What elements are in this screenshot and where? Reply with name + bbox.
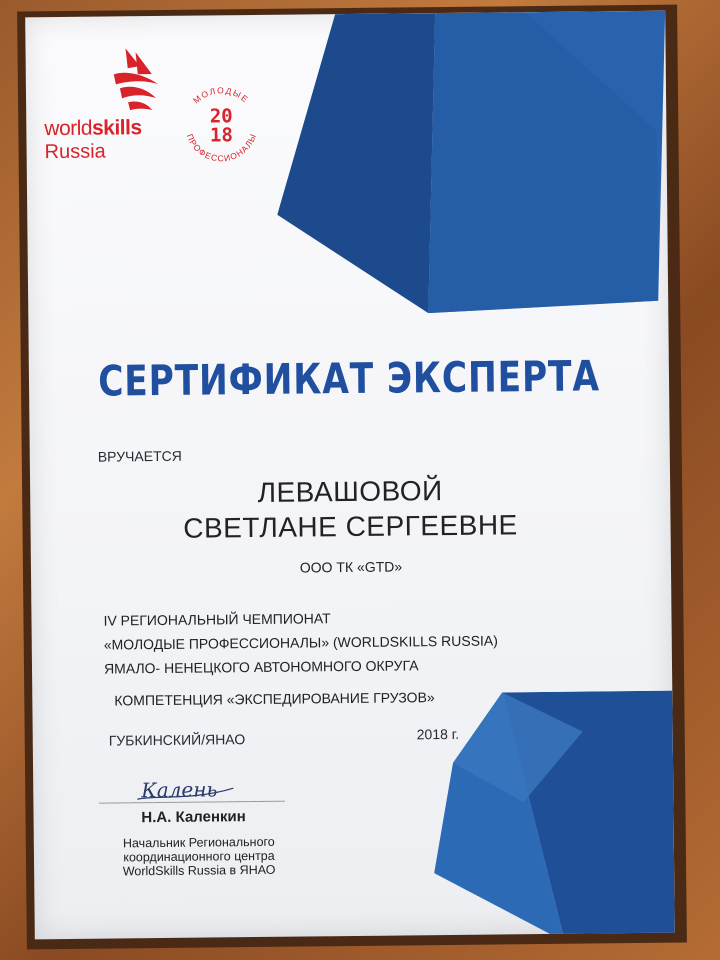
competence-line: КОМПЕТЕНЦИЯ «ЭКСПЕДИРОВАНИЕ ГРУЗОВ» [114,689,435,709]
signer-position-line-2: координационного центра [123,848,275,865]
worldskills-flame-icon [105,44,166,117]
seal-ring-bottom-text: ПРОФЕССИОНАЛЫ [184,131,259,164]
issue-year: 2018 г. [416,725,460,743]
recipient-organization: ООО ТК «GTD» [299,558,403,576]
signer-position [104,835,294,879]
top-cube-graphic [275,11,668,315]
signer-name: Н.А. Каленкин [141,808,246,827]
signer-position-line-1: Начальник Регионального [122,834,275,851]
young-professionals-2018-seal [171,75,272,176]
certificate-sheet [25,11,675,940]
handwritten-signature [133,770,243,805]
recipient-given-names: СВЕТЛАНЕ СЕРГЕЕВНЕ [183,509,518,544]
certificate-title: СЕРТИФИКАТ ЭКСПЕРТА [97,351,601,406]
worldskills-region-label: Russia [44,140,106,164]
svg-text:МОЛОДЫЕ [191,85,251,106]
recipient-surname: ЛЕВАШОВОЙ [257,475,443,508]
championship-line-3: ЯМАЛО- НЕНЕЦКОГО АВТОНОМНОГО ОКРУГА [103,657,419,677]
issue-location: ГУБКИНСКИЙ/ЯНАО [108,731,246,749]
signer-position-line-3: WorldSkills Russia в ЯНАО [122,862,276,879]
worldskills-wordmark: worldskills [44,116,142,141]
top-cube-left-face [275,13,438,315]
svg-text:Калень: Калень [141,777,218,803]
bottom-cube-graphic [432,691,675,940]
awarded-label: ВРУЧАЕТСЯ [97,447,182,465]
seal-year-top: 20 [209,105,233,128]
seal-year-bottom: 18 [209,124,233,147]
championship-line-2: «МОЛОДЫЕ ПРОФЕССИОНАЛЫ» (WORLDSKILLS RUSSIA) [103,632,498,653]
championship-line-1: IV РЕГИОНАЛЬНЫЙ ЧЕМПИОНАТ [103,610,331,629]
signature-block [93,770,283,879]
worldskills-russia-logo [43,44,184,164]
seal-ring-top-text: МОЛОДЫЕ [191,85,252,106]
young-professionals-seal-graphic [171,75,272,176]
